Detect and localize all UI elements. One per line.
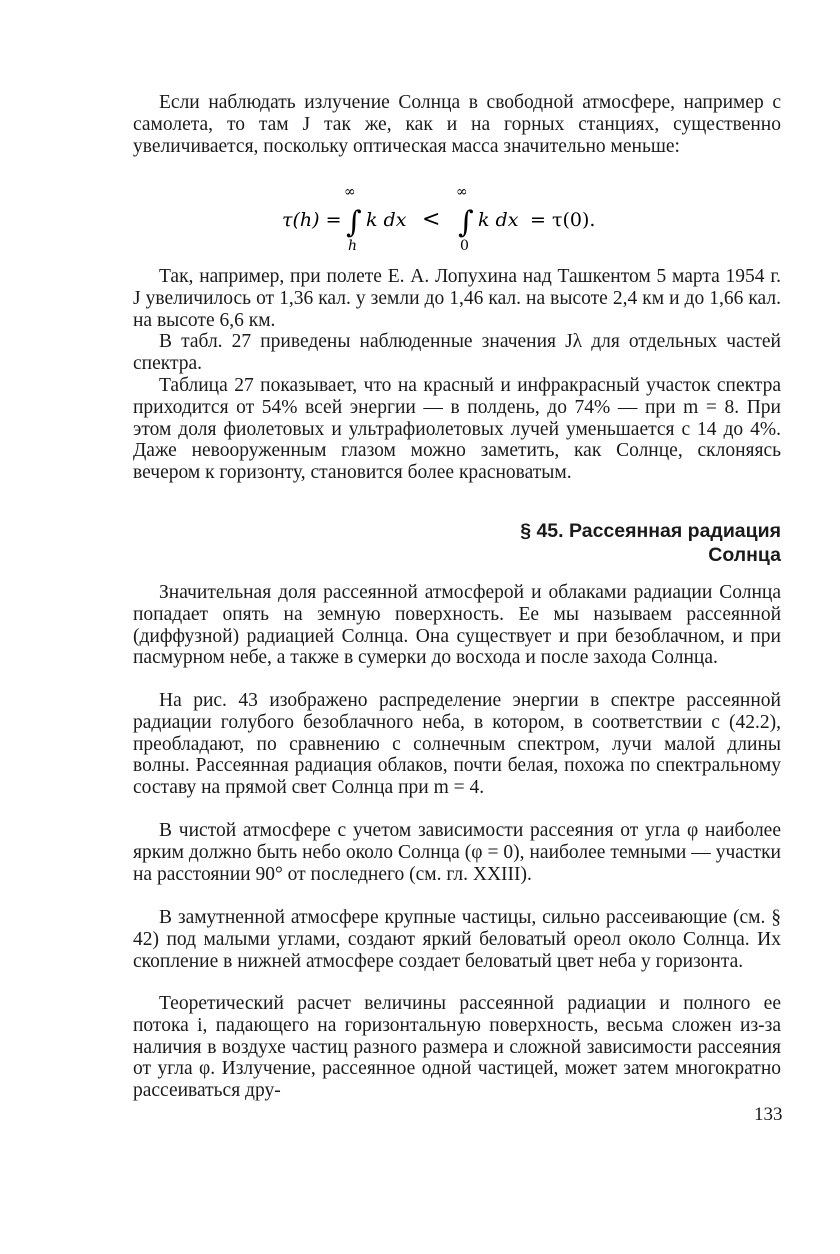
formula-integral1-lower: h (348, 238, 358, 254)
paragraph-theoretical-calculation: Теоретический расчет величины рассеянной радиации и полного ее потока i, падающего на горизонтальную поверхность, весьма сложен из-за наличия в воздухе частиц разного размера и сложной зависимости рассеяния от угла φ. Излучение, рассеянное одной частицей, может затем многократно рассеиваться дру- (133, 993, 781, 1102)
formula-integral2-lower: 0 (460, 238, 469, 254)
paragraph-diffuse-radiation: Значительная доля рассеянной атмосферой и облаками радиации Солнца попадает опять на земную поверхность. Ее мы называем рассеянной (диффузной) радиацией Солнца. Она существует и при безоблачном, и при пасмурном небе, а также в сумерки до восхода и после захода Солнца. (133, 582, 781, 669)
formula-integrand2: k dx (478, 209, 519, 231)
section-heading-line2: Солнца (708, 544, 781, 566)
page-number: 133 (754, 1104, 783, 1125)
paragraph-turbid-atmosphere: В замутненной атмосфере крупные частицы, сильно рассеивающие (см. § 42) под малыми углами, создают яркий беловатый ореол около Солнца. Их скопление в нижней атмосфере создает беловатый цвет неба у горизонта. (133, 907, 781, 972)
formula-rhs: = τ(0). (530, 209, 596, 231)
formula-integral2-sign: ∫ (458, 205, 474, 240)
section-heading (421, 519, 781, 567)
paragraph-clean-atmosphere: В чистой атмосфере с учетом зависимости рассеяния от угла φ наиболее ярким должно быть небо около Солнца (φ = 0), наиболее темными — участки на расстоянии 90° от последнего (см. гл. XXIII). (133, 820, 781, 885)
paragraph-figure-43: На рис. 43 изображено распределение энергии в спектре рассеянной радиации голубого безоблачного неба, в котором, в соответствии с (42.2), преобладают, по сравнению с солнечным спектром, лучи малой длины волны. Рассеянная радиация облаков, почти белая, похожа по спектральному составу на прямой свет Солнца при m = 4. (133, 690, 781, 799)
optical-depth-formula (280, 184, 610, 254)
paragraph-table-reference: В табл. 27 приведены наблюденные значения Jλ для отдельных частей спектра. (133, 331, 781, 374)
formula-integrand1: k dx (366, 209, 407, 231)
formula-lhs: τ(h) = (282, 209, 342, 231)
paragraph-free-atmosphere: Если наблюдать излучение Солнца в свободной атмосфере, например с самолета, то там J так же, как и на горных станциях, существенно увеличивается, поскольку оптическая масса значительно меньше: (133, 92, 781, 157)
formula-relation: < (422, 207, 441, 232)
section-heading-line1: § 45. Рассеянная радиация (520, 520, 781, 542)
paragraph-table-27: Таблица 27 показывает, что на красный и инфракрасный участок спектра приходится от 54% всей энергии — в полдень, до 74% — при m = 8. При этом доля фиолетовых и ультрафиолетовых лучей уменьшается с 14 до 4%. Даже невооруженным глазом можно заметить, как Солнце, склоняясь вечером к горизонту, становится более красноватым. (133, 375, 781, 484)
formula-integral1-sign: ∫ (346, 205, 362, 240)
formula-integral1-upper: ∞ (344, 184, 356, 200)
formula-integral2-upper: ∞ (456, 184, 468, 200)
paragraph-lopukhin-flight: Так, например, при полете Е. А. Лопухина над Ташкентом 5 марта 1954 г. J увеличилось от 1,36 кал. у земли до 1,46 кал. на высоте 2,4 км и до 1,66 кал. на высоте 6,6 км. (133, 266, 781, 331)
